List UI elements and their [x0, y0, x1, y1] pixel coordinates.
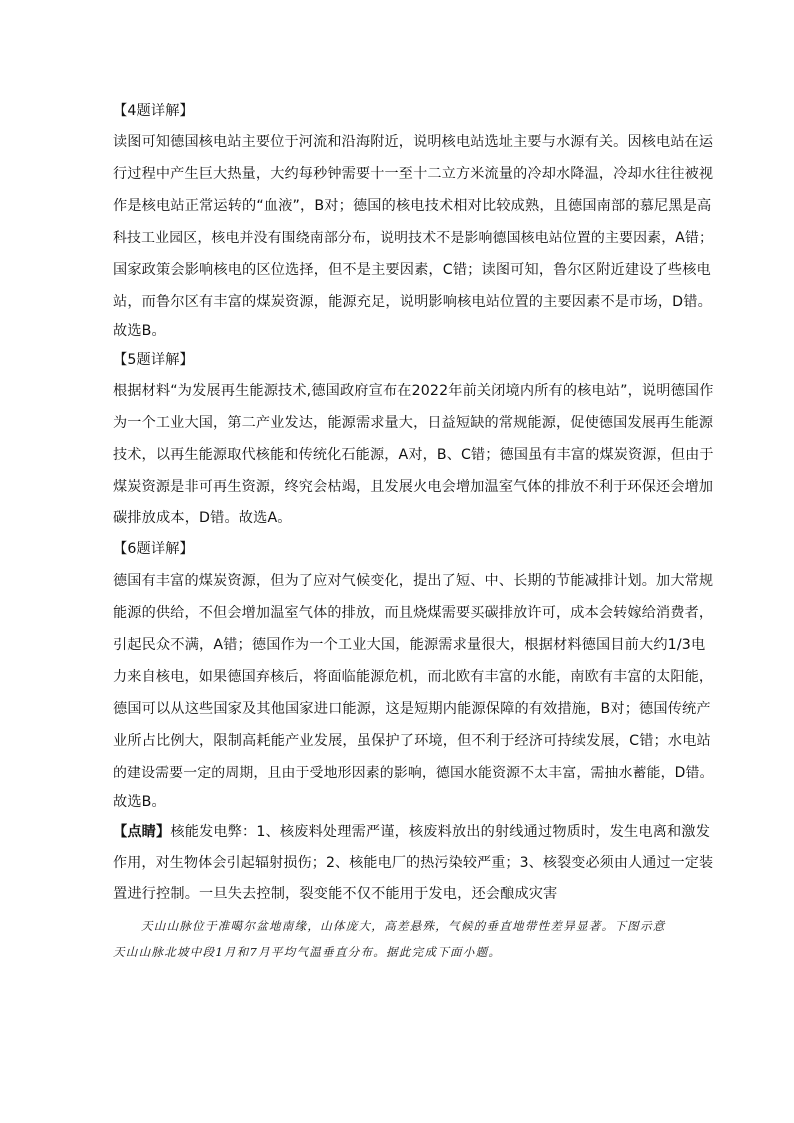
section-4-line-2: 行过程中产生巨大热量，大约每秒钟需要十一至十二立方米流量的冷却水降温，冷却水往往被视: [113, 166, 714, 182]
section-6-line-3: 引起民众不满，A错；德国作为一个工业大国，能源需求量很大，根据材料德国目前大约1/3电: [113, 637, 706, 653]
section-4-heading: 【4题详解】: [113, 103, 194, 119]
section-4-line-5: 国家政策会影响核电的区位选择，但不是主要因素，C错；读图可知，鲁尔区附近建设了些核电: [113, 262, 711, 278]
section-6-line-8: 故选B。: [113, 794, 166, 810]
section-4-line-6: 站，而鲁尔区有丰富的煤炭资源，能源充足，说明影响核电站位置的主要因素不是市场，D错。: [113, 294, 712, 310]
section-4-line-3: 作是核电站正常运转的“血液”，B对；德国的核电技术相对比较成熟，且德国南部的慕尼黑是高: [113, 198, 712, 214]
section-6-line-4: 力来自核电，如果德国弃核后，将面临能源危机，而北欧有丰富的水能，南欧有丰富的太阳能，: [113, 669, 714, 685]
section-6-line-6: 业所占比例大，限制高耗能产业发展，虽保护了环境，但不利于经济可持续发展，C错；水电站: [113, 733, 711, 749]
section-5-heading: 【5题详解】: [113, 352, 194, 368]
section-5-line-5: 碳排放成本，D错。故选A。: [113, 510, 292, 526]
section-5-line-1: 根据材料“为发展再生能源技术,德国政府宣布在2022年前关闭境内所有的核电站”，说明德国作: [113, 383, 714, 399]
caption-line-1: 天山山脉位于准噶尔盆地南缘，山体庞大，高差悬殊，气候的垂直地带性差异显著。下图示意: [141, 919, 666, 933]
section-6-line-1: 德国有丰富的煤炭资源，但为了应对气候变化，提出了短、中、长期的节能减排计划。加大常规: [113, 573, 714, 589]
note-line-3: 置进行控制。一旦失去控制，裂变能不仅不能用于发电，还会酿成灾害: [113, 886, 558, 902]
note-line-1: [113, 822, 713, 842]
section-6-line-7: 的建设需要一定的周期，且由于受地形因素的影响，德国水能资源不太丰富，需抽水蓄能，D错。: [113, 765, 714, 781]
note-text-1: 核能发电弊：1、核废料处理需严谨，核废料放出的射线通过物质时，发生电离和激发: [170, 824, 711, 840]
section-5-line-3: 技术，以再生能源取代核能和传统化石能源，A对，B、C错；德国虽有丰富的煤炭资源，但由于: [113, 447, 714, 463]
section-4-line-1: 读图可知德国核电站主要位于河流和沿海附近，说明核电站选址主要与水源有关。因核电站在运: [113, 134, 714, 150]
section-5-line-4: 煤炭资源是非可再生资源，终究会枯竭，且发展火电会增加温室气体的排放不利于环保还会增加: [113, 479, 714, 495]
section-6-heading: 【6题详解】: [113, 541, 194, 557]
section-4-line-7: 故选B。: [113, 323, 166, 339]
section-5-line-2: 为一个工业大国，第二产业发达，能源需求量大，日益短缺的常规能源，促使德国发展再生能源: [113, 415, 714, 431]
section-6-line-2: 能源的供给，不但会增加温室气体的排放，而且烧煤需要买碳排放许可，成本会转嫁给消费者，: [113, 605, 714, 621]
section-4-line-4: 科技工业园区，核电并没有围绕南部分布，说明技术不是影响德国核电站位置的主要因素，A错；: [113, 230, 714, 246]
note-line-2: 作用，对生物体会引起辐射损伤；2、核能电厂的热污染较严重；3、核裂变必须由人通过一定装: [113, 855, 714, 871]
section-6-line-5: 德国可以从这些国家及其他国家进口能源，这是短期内能源保障的有效措施，B对；德国传统产: [113, 701, 711, 717]
caption-line-2: 天山山脉北坡中段1月和7月平均气温垂直分布。据此完成下面小题。: [113, 945, 502, 959]
note-heading: 【点睛】: [113, 824, 171, 840]
